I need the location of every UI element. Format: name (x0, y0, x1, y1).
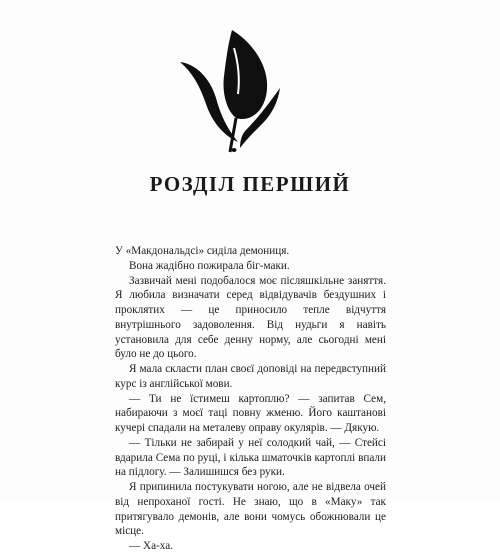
paragraph: Я припинила постукувати ногою, але не відвела очей від непроханої гості. Не знаю, що в «Маку» так притягувало демонів, але вони чомусь обожнювали це місце. (115, 481, 386, 538)
paragraph: — Ти не їстимеш картоплю? — запитав Сем, набираючи з моєї таці повну жменю. Його каштанові кучері спадали на металеву оправу окулярів. — Дякую. (115, 392, 386, 434)
berry (247, 107, 254, 112)
flower-petal (224, 30, 268, 119)
seed (232, 148, 237, 152)
berry (245, 97, 252, 102)
paragraph: Вона жадібно пожирала біг-маки. (129, 259, 290, 272)
paragraph: Зазвичай мені подобалося моє післяшкільне заняття. Я любила визначати серед відвідувачів бездушних і проклятих — це приносило тепле відчуття внутрішнього задоволення. Від нудьги я навіть установила для себе денну норму, але сьогодні мені було не до цього. (115, 274, 386, 361)
berry (253, 103, 260, 108)
paragraph: У «Макдональдсі» сиділа демониця. (115, 245, 290, 257)
paragraph: — Ха-ха. (129, 540, 173, 552)
chapter-body (115, 244, 386, 554)
paragraph: Я мала скласти план своєї доповіді на передвступний курс із англійської мови. (115, 363, 386, 390)
calla-lily-flower-icon (170, 18, 290, 158)
chapter-title: РОЗДІЛ ПЕРШИЙ (149, 172, 351, 196)
paragraph: — Тільки не забирай у неї солодкий чай, — Стейсі вдарила Сема по руці, і кілька шматочків картоплі впали на підлогу. — Залишишся без руки. (115, 436, 386, 479)
